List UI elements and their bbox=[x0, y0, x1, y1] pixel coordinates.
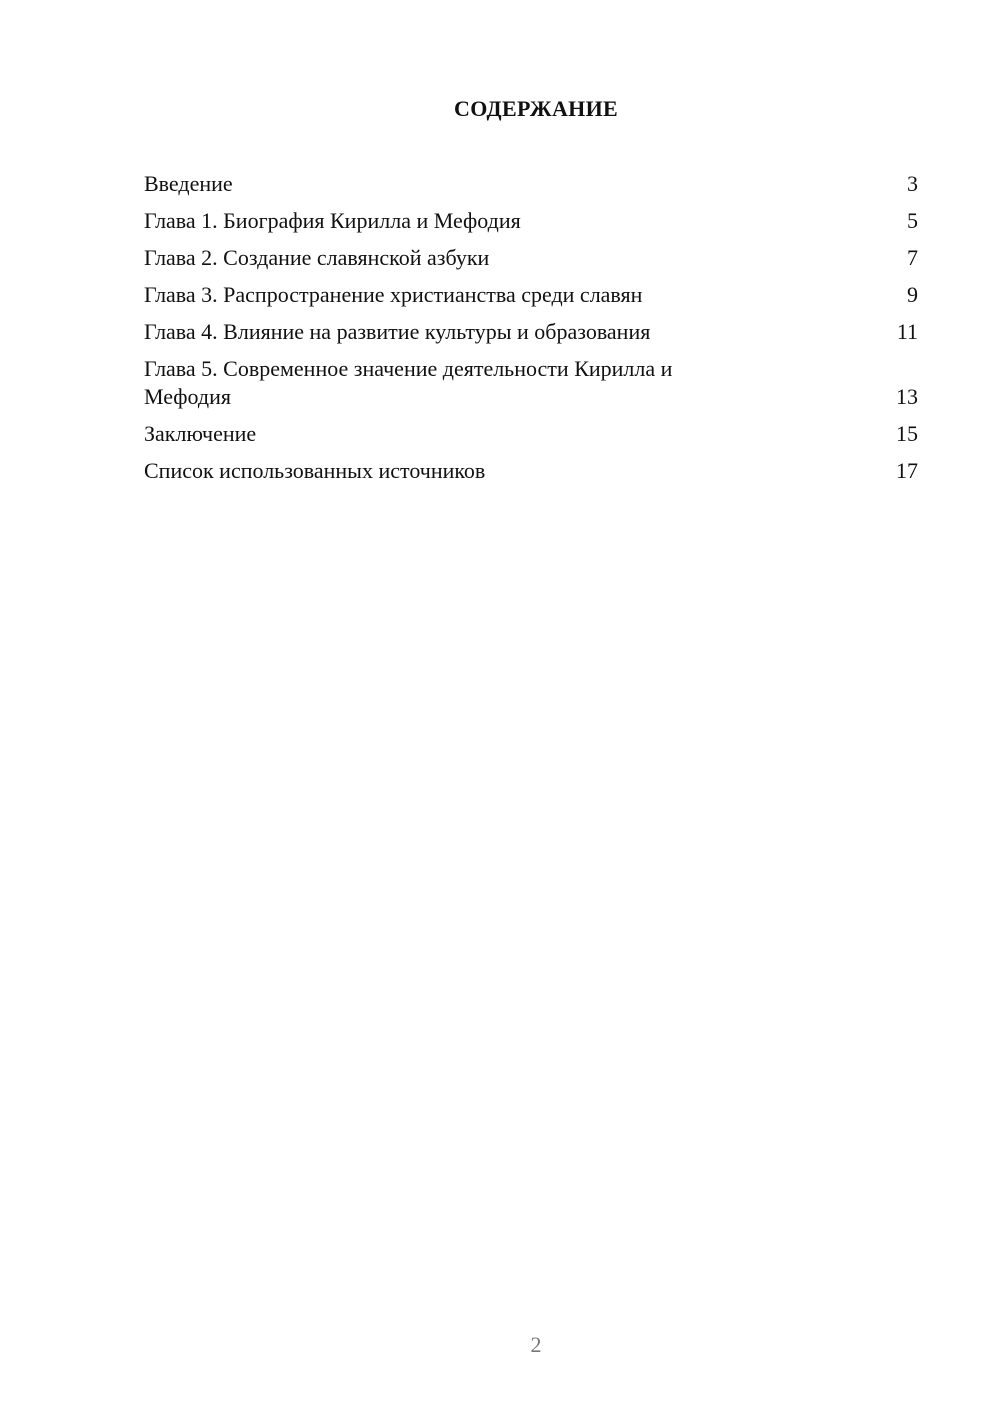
toc-entry-label: Глава 1. Биография Кирилла и Мефодия bbox=[144, 208, 521, 233]
toc-title: СОДЕРЖАНИЕ bbox=[454, 96, 618, 121]
toc-entry-introduction bbox=[144, 170, 918, 198]
toc-entry-label: Глава 5. Современное значение деятельности Кирилла и Мефодия bbox=[144, 356, 673, 409]
toc-entry-page: 11 bbox=[896, 319, 918, 344]
toc-entry-label: Глава 2. Создание славянской азбуки bbox=[144, 245, 490, 270]
toc-entry-page: 17 bbox=[896, 458, 918, 483]
toc-entry-page: 3 bbox=[907, 171, 918, 196]
toc-entry-label: Заключение bbox=[144, 421, 257, 446]
table-of-contents bbox=[144, 170, 918, 494]
toc-entry-page: 7 bbox=[907, 245, 918, 270]
toc-entry-chapter-3 bbox=[144, 281, 918, 309]
toc-entry-label: Введение bbox=[144, 171, 233, 196]
toc-entry-chapter-2 bbox=[144, 244, 918, 272]
toc-entry-chapter-5 bbox=[144, 355, 918, 411]
toc-entry-label: Глава 4. Влияние на развитие культуры и образования bbox=[144, 319, 651, 344]
toc-entry-label: Глава 3. Распространение христианства среди славян bbox=[144, 282, 643, 307]
toc-entry-page: 9 bbox=[907, 282, 918, 307]
toc-entry-label: Список использованных источников bbox=[144, 458, 486, 483]
toc-entry-references bbox=[144, 457, 918, 485]
page-number: 2 bbox=[530, 1332, 542, 1357]
toc-entry-page: 15 bbox=[896, 421, 918, 446]
toc-entry-chapter-1 bbox=[144, 207, 918, 235]
toc-entry-page: 5 bbox=[907, 208, 918, 233]
toc-entry-chapter-4 bbox=[144, 318, 918, 346]
toc-entry-page: 13 bbox=[896, 384, 918, 409]
toc-entry-conclusion bbox=[144, 420, 918, 448]
